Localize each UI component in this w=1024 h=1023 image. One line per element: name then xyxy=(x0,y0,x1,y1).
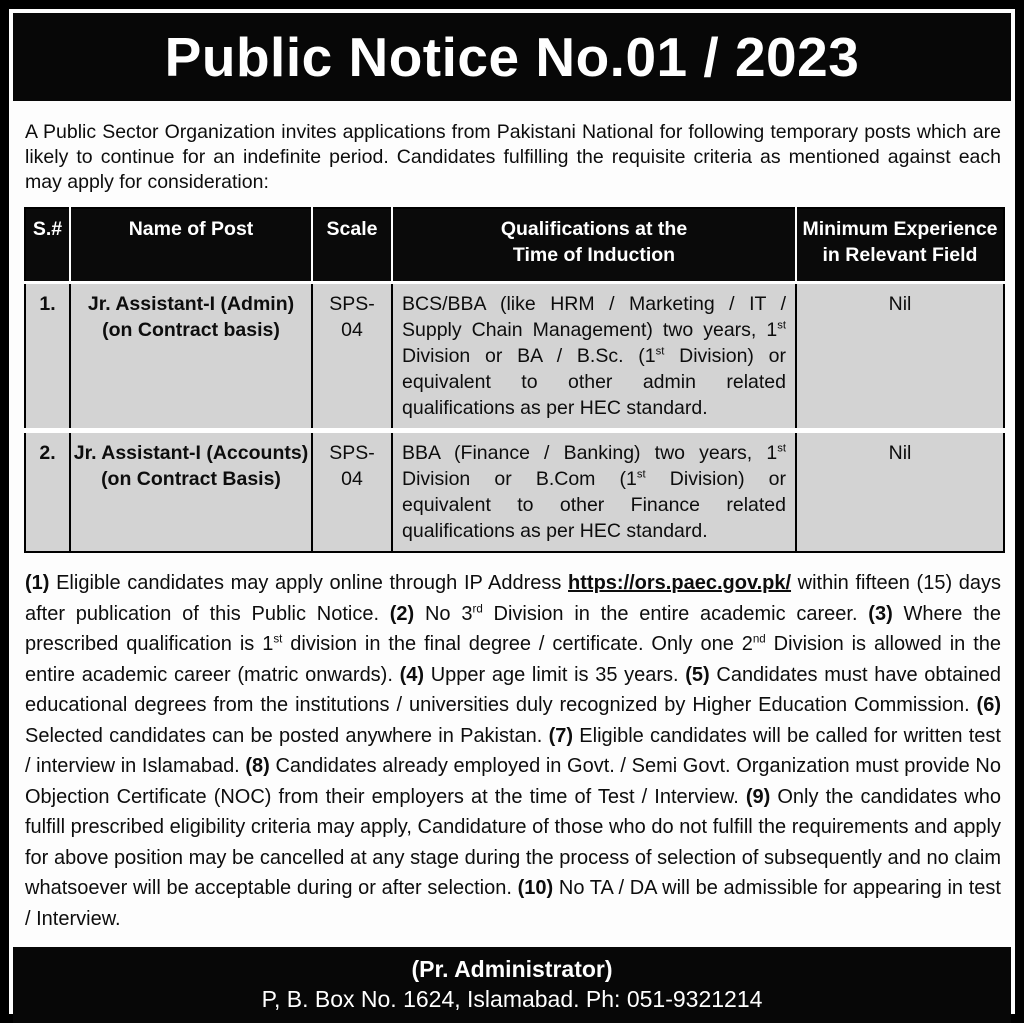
footer-banner xyxy=(13,947,1011,1023)
qualification-cell xyxy=(392,283,796,431)
post-name-cell xyxy=(70,431,312,553)
text-segment: Division) or equivalent to other admin related qualifications as per HEC standard. xyxy=(402,345,786,419)
application-url[interactable]: https://ors.paec.gov.pk/ xyxy=(568,572,792,594)
text-segment: Eligible candidates will be called for written test / interview in Islamabad. xyxy=(25,724,1001,777)
text-segment: Upper age limit is 35 years. xyxy=(424,663,686,686)
superscript-text: st xyxy=(655,345,665,358)
text-segment: Eligible candidates may apply online through IP Address xyxy=(49,572,569,594)
table-row xyxy=(25,431,1004,553)
sno-cell: 2. xyxy=(25,431,70,553)
text-segment: (9) xyxy=(745,785,771,808)
text-segment: (4) xyxy=(399,663,425,686)
text-segment: (5) xyxy=(685,663,710,686)
text-segment: within fifteen (15) days after publication of this Public Notice. xyxy=(25,572,1002,625)
text-segment: BCS/BBA (like HRM / Marketing / IT / Supply Chain Management) two years, 1 xyxy=(402,293,786,341)
text-segment: Division) or equivalent to other Finance related qualifications as per HEC standard. xyxy=(402,468,787,542)
superscript-text: rd xyxy=(472,601,483,615)
post-name-line1: Jr. Assistant-I (Admin) xyxy=(87,293,295,315)
sno-cell: 1. xyxy=(25,283,70,431)
experience-cell: Nil xyxy=(796,431,1004,553)
conditions-paragraph xyxy=(25,568,1001,934)
superscript-text: st xyxy=(777,442,786,455)
scale-cell: SPS-04 xyxy=(312,283,392,431)
text-segment: (2) xyxy=(389,602,415,625)
contact-address: P, B. Box No. 1624, Islamabad. Ph: 051-9321214 xyxy=(261,986,763,1012)
column-header-qualification-line2: Time of Induction xyxy=(512,244,676,266)
text-segment: BBA (Finance / Banking) two years, 1 xyxy=(402,442,778,464)
text-segment: (1) xyxy=(25,572,50,594)
text-segment: (10) xyxy=(517,877,554,899)
posts-table xyxy=(24,207,1005,553)
signatory: (Pr. Administrator) xyxy=(411,956,613,982)
text-segment: Only the candidates who fulfill prescribed eligibility criteria may apply, Candidature of those who do not fulfill the requirements and apply for above position may be cancelled at any stage during the process of selection of subsequently and no claim whatsoever will be acceptable during or after selection. xyxy=(25,785,1001,899)
text-segment: No TA / DA will be admissible for appearing in test / Interview. xyxy=(25,877,1001,930)
text-segment: division in the final degree / certificate. Only one 2 xyxy=(282,633,753,655)
page-title: Public Notice No.01 / 2023 xyxy=(164,26,860,88)
table-row xyxy=(25,283,1004,431)
superscript-text: st xyxy=(636,468,646,481)
post-name-cell xyxy=(70,283,312,431)
table-header-row xyxy=(25,208,1004,283)
text-segment: No 3 xyxy=(414,602,473,625)
superscript-text: st xyxy=(273,632,283,646)
column-header-post: Name of Post xyxy=(70,208,312,283)
text-segment: Division or BA / B.Sc. (1 xyxy=(402,345,656,367)
text-segment: (6) xyxy=(976,694,1001,716)
title-banner xyxy=(13,13,1011,101)
text-segment: Division in the entire academic career. xyxy=(482,602,869,625)
text-segment: (7) xyxy=(548,724,574,747)
post-name-line1: Jr. Assistant-I (Accounts) xyxy=(73,442,309,464)
qualification-cell xyxy=(392,431,796,553)
scale-cell: SPS-04 xyxy=(312,431,392,553)
text-segment: Candidates already employed in Govt. / Semi Govt. Organization must provide No Objection Certificate (NOC) from their employers at the time of Test / Interview. xyxy=(25,755,1001,808)
column-header-experience-line1: Minimum Experience xyxy=(802,218,998,240)
column-header-experience-line2: in Relevant Field xyxy=(822,244,978,266)
text-segment: (8) xyxy=(245,755,270,777)
text-segment: Division or B.Com (1 xyxy=(402,468,637,490)
intro-paragraph: A Public Sector Organization invites applications from Pakistani National for following temporary posts which are likely to continue for an indefinite period. Candidates fulfilling the requisite criteria as mentioned against each may apply for consideration: xyxy=(25,121,1001,193)
text-segment: Selected candidates can be posted anywhere in Pakistan. xyxy=(25,724,549,747)
column-header-qualification xyxy=(392,208,796,283)
superscript-text: nd xyxy=(752,632,766,646)
text-segment: Division is allowed in the entire academic career (matric onwards). xyxy=(25,633,1001,686)
column-header-qualification-line1: Qualifications at the xyxy=(500,218,688,240)
column-header-experience xyxy=(796,208,1004,283)
post-name-line2: (on Contract Basis) xyxy=(101,468,281,490)
text-segment: Candidates must have obtained educational degrees from the institutions / universities duly recognized by Higher Education Commission. xyxy=(25,663,1002,716)
column-header-scale: Scale xyxy=(312,208,392,283)
superscript-text: st xyxy=(777,319,786,332)
text-segment: Where the prescribed qualification is 1 xyxy=(25,602,1001,655)
column-header-sno: S.# xyxy=(25,208,70,283)
experience-cell: Nil xyxy=(796,283,1004,431)
post-name-line2: (on Contract basis) xyxy=(102,319,280,341)
text-segment: (3) xyxy=(868,602,893,625)
